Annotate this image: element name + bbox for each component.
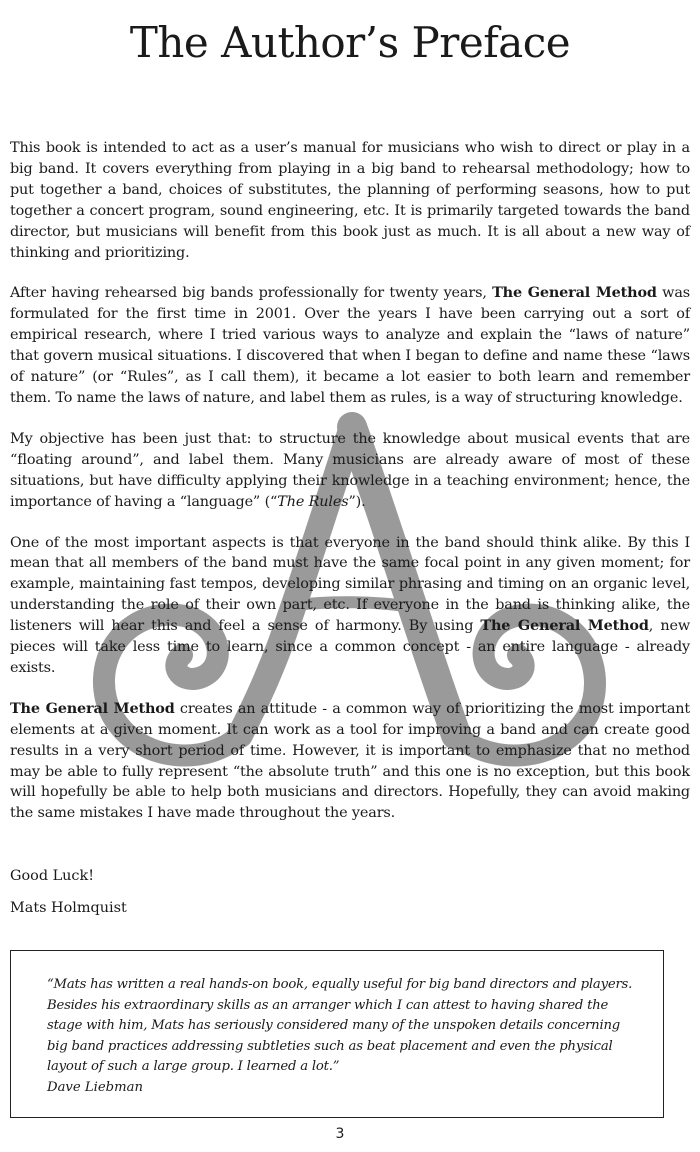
paragraph-objective-text-start: My objective has been just that: to structure the knowledge about musical events that are “floating around”, and label them. Many musicians are already aware of most of these situations, but have difficulty applying their knowledge in a teaching environment; hence, the importance of having a “language” (“ — [10, 430, 690, 510]
page-title: The Author’s Preface — [129, 18, 571, 67]
paragraph-intro — [10, 138, 690, 263]
method-name-bold: The General Method — [480, 617, 649, 635]
paragraph-history-text-start: After having rehearsed big bands professionally for twenty years, — [10, 285, 493, 302]
testimonial-box — [10, 950, 664, 1118]
paragraph-objective — [10, 429, 690, 513]
paragraph-intro-text: This book is intended to act as a user’s manual for musicians who wish to direct or play in a big band. It covers everything from playing in a big band to rehearsal methodology; how to put together a band, choices of substitutes, the planning of performing seasons, how to put together a concert program, sound engineering, etc. It is primarily targeted towards the band director, but musicians will benefit from this book just as much. It is all about a new way of thinking and prioritizing. — [10, 140, 690, 261]
testimonial-author: Dave Liebman — [47, 1079, 143, 1095]
method-name-bold: The General Method — [492, 284, 657, 302]
paragraph-history-text-end: was formulated for the first time in 2001. Over the years I have been carrying out a sort of empirical research, where I tried various ways to analyze and explain the “laws of nature” that govern musical situations. I discovered that when I began to define and name these “laws of nature” (or “Rules”, as I call them), it became a lot easier to both learn and remember them. To name the laws of nature, and label them as rules, is a way of structuring knowledge. — [10, 285, 690, 406]
paragraph-think-alike — [10, 533, 690, 679]
method-name-bold: The General Method — [10, 699, 175, 717]
page-number: 3 — [335, 1126, 345, 1142]
paragraph-history — [10, 283, 690, 408]
paragraph-attitude-text: creates an attitude - a common way of prioritizing the most important elements at a given moment. It can work as a tool for improving a band and can create good results in a very short period of time. However, it is important to emphasize that no method may be able to fully represent “the absolute truth” and this one is no exception, but this book will hopefully be able to help both musicians and directors. Hopefully, they can avoid making the same mistakes I have made throughout the years. — [10, 700, 690, 822]
rules-italic: The Rules — [277, 493, 349, 510]
paragraph-think-alike-text-start: One of the most important aspects is that everyone in the band should think alike. By this I mean that all members of the band must have the same focal point in any given moment; for example, maintaining fast tempos, developing similar phrasing and timing on an organic level, understanding the role of their own part, etc. If everyone in the band is thinking alike, the listeners will hear this and feel a sense of harmony. By using — [10, 534, 690, 635]
author-signature: Mats Holmquist — [10, 900, 127, 917]
paragraph-attitude — [10, 699, 690, 824]
paragraph-think-alike-text-end: , new pieces will take less time to learn, since a common concept - an entire language - already exists. — [10, 618, 690, 676]
testimonial-quote: “Mats has written a real hands-on book, equally useful for big band directors and players. Besides his extraordinary skills as an arranger which I can attest to having shared the stage with him, Mats has seriously considered many of the unspoken details concerning big band practices addressing subtleties such as beat placement and even the physical layout of such a large group. I learned a lot.” — [47, 977, 633, 1074]
closing-salutation: Good Luck! — [10, 868, 94, 885]
paragraph-objective-text-end: ”). — [348, 493, 366, 510]
